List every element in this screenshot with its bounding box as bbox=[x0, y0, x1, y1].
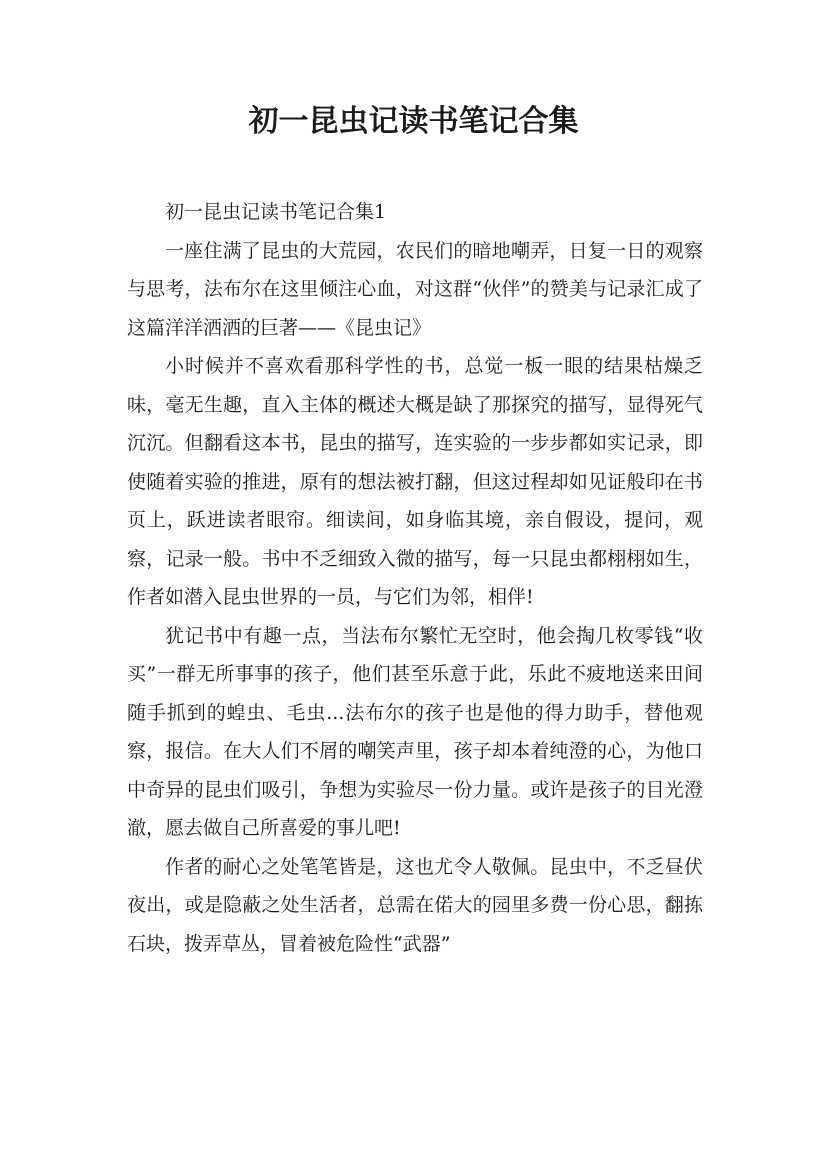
paragraph-children-helpers: 犹记书中有趣一点，当法布尔繁忙无空时，他会掏几枚零钱“收买”一群无所事事的孩子，他们甚至乐意于此，乐此不疲地送来田间随手抓到的蝗虫、毛虫...法布尔的孩子也是他的得力助手，替他观察，报信。在大人们不屑的嘲笑声里，孩子却本着纯澄的心，为他口中奇异的昆虫们吸引，争想为实验尽一份力量。或许是孩子的目光澄澈，愿去做自己所喜爱的事儿吧! bbox=[127, 624, 703, 839]
document-body bbox=[127, 193, 703, 963]
paragraph-author-patience: 作者的耐心之处笔笔皆是，这也尤令人敬佩。昆虫中，不乏昼伏夜出，或是隐蔽之处生活者，总需在偌大的园里多费一份心思，翻拣石块，拨弄草丛，冒着被危险性“武器” bbox=[127, 855, 703, 955]
section-heading: 初一昆虫记读书笔记合集1 bbox=[165, 201, 387, 223]
paragraph-reading-experience: 小时候并不喜欢看那科学性的书，总觉一板一眼的结果枯燥乏味，毫无生趣，直入主体的概述大概是缺了那探究的描写，显得死气沉沉。但翻看这本书，昆虫的描写，连实验的一步步都如实记录，即使随着实验的推进，原有的想法被打翻，但这过程却如见证般印在书页上，跃进读者眼帘。细读间，如身临其境，亲自假设，提问，观察，记录一般。书中不乏细致入微的描写，每一只昆虫都栩栩如生，作者如潜入昆虫世界的一员，与它们为邻，相伴! bbox=[127, 355, 703, 608]
document-title: 初一昆虫记读书笔记合集 bbox=[248, 104, 579, 139]
paragraph-intro: 一座住满了昆虫的大荒园，农民们的暗地嘲弄，日复一日的观察与思考，法布尔在这里倾注心血，对这群“伙伴”的赞美与记录汇成了这篇洋洋洒洒的巨著——《昆虫记》 bbox=[127, 239, 703, 339]
